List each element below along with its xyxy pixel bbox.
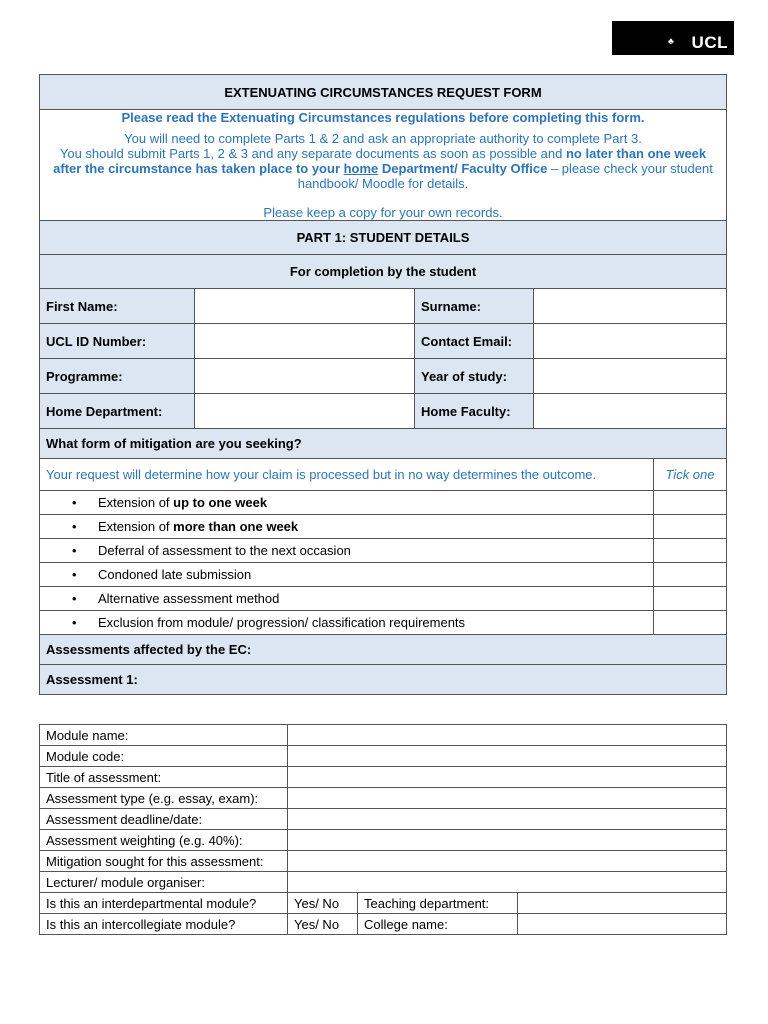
home-department-input[interactable] (195, 394, 415, 429)
bullet-icon: • (72, 615, 77, 630)
assessment-row-label: Assessment type (e.g. essay, exam): (40, 788, 288, 809)
intercollegiate-label: Is this an intercollegiate module? (40, 914, 288, 935)
year-of-study-input[interactable] (534, 359, 727, 394)
assessment-row-label: Assessment weighting (e.g. 40%): (40, 830, 288, 851)
assessment-row-label: Module name: (40, 725, 288, 746)
bullet-icon: • (72, 543, 77, 558)
intro-line-3: You should submit Parts 1, 2 & 3 and any separate documents as soon as possible and no later than one week after the circumstance has taken place to your home Department/ Faculty Office – please check your student handbook/ Moodle for details. (53, 146, 713, 191)
part1-subtitle: For completion by the student (40, 255, 727, 289)
assessment-row-input[interactable] (288, 851, 727, 872)
intro-line-2: You will need to complete Parts 1 & 2 and ask an appropriate authority to complete Part 3. (124, 131, 642, 146)
assessment-row-input[interactable] (288, 767, 727, 788)
teaching-department-label: Teaching department: (358, 893, 518, 914)
mitigation-option: • Condoned late submission (40, 563, 654, 587)
mitigation-tick-box[interactable] (654, 587, 727, 611)
intro-line-1: Please read the Extenuating Circumstances regulations before completing this form. (121, 110, 645, 125)
home-faculty-input[interactable] (534, 394, 727, 429)
assessment-1-heading: Assessment 1: (40, 665, 727, 695)
assessment-row-label: Module code: (40, 746, 288, 767)
mitigation-option: • Alternative assessment method (40, 587, 654, 611)
assessment-row-label: Title of assessment: (40, 767, 288, 788)
assessment-row-input[interactable] (288, 809, 727, 830)
first-name-label: First Name: (40, 289, 195, 324)
assessment-row-input[interactable] (288, 725, 727, 746)
college-name-input[interactable] (518, 914, 727, 935)
mitigation-tick-box[interactable] (654, 515, 727, 539)
ucl-id-input[interactable] (195, 324, 415, 359)
intro-text (40, 110, 727, 221)
bullet-icon: • (72, 591, 77, 606)
mitigation-option: • Extension of up to one week (40, 491, 654, 515)
surname-input[interactable] (534, 289, 727, 324)
mitigation-option: • Extension of more than one week (40, 515, 654, 539)
interdepartmental-answer[interactable]: Yes/ No (288, 893, 358, 914)
assessment-row-label: Mitigation sought for this assessment: (40, 851, 288, 872)
mitigation-option: • Exclusion from module/ progression/ classification requirements (40, 611, 654, 635)
assessment-1-table (39, 724, 727, 935)
bullet-icon: • (72, 567, 77, 582)
mitigation-tick-box[interactable] (654, 611, 727, 635)
assessment-row-label: Lecturer/ module organiser: (40, 872, 288, 893)
interdepartmental-label: Is this an interdepartmental module? (40, 893, 288, 914)
mitigation-note: Your request will determine how your claim is processed but in no way determines the outcome. (40, 459, 654, 491)
intro-line-4: Please keep a copy for your own records. (263, 205, 503, 220)
assessment-row-input[interactable] (288, 746, 727, 767)
surname-label: Surname: (415, 289, 534, 324)
assessment-row-input[interactable] (288, 872, 727, 893)
assessment-row-label: Assessment deadline/date: (40, 809, 288, 830)
contact-email-label: Contact Email: (415, 324, 534, 359)
logo-text: UCL (691, 33, 728, 52)
bullet-icon: • (72, 495, 77, 510)
programme-label: Programme: (40, 359, 195, 394)
assessment-row-input[interactable] (288, 788, 727, 809)
ucl-logo (612, 21, 734, 55)
assessments-heading: Assessments affected by the EC: (40, 635, 727, 665)
tick-one-header: Tick one (654, 459, 727, 491)
programme-input[interactable] (195, 359, 415, 394)
mitigation-tick-box[interactable] (654, 563, 727, 587)
contact-email-input[interactable] (534, 324, 727, 359)
form-title: EXTENUATING CIRCUMSTANCES REQUEST FORM (40, 75, 727, 110)
home-faculty-label: Home Faculty: (415, 394, 534, 429)
intercollegiate-answer[interactable]: Yes/ No (288, 914, 358, 935)
request-form-table (39, 74, 727, 695)
crest-icon: ♣ (668, 36, 674, 46)
college-name-label: College name: (358, 914, 518, 935)
mitigation-option: • Deferral of assessment to the next occasion (40, 539, 654, 563)
home-department-label: Home Department: (40, 394, 195, 429)
assessment-row-input[interactable] (288, 830, 727, 851)
year-of-study-label: Year of study: (415, 359, 534, 394)
ucl-id-label: UCL ID Number: (40, 324, 195, 359)
part1-title: PART 1: STUDENT DETAILS (40, 221, 727, 255)
bullet-icon: • (72, 519, 77, 534)
first-name-input[interactable] (195, 289, 415, 324)
mitigation-tick-box[interactable] (654, 491, 727, 515)
teaching-department-input[interactable] (518, 893, 727, 914)
mitigation-question: What form of mitigation are you seeking? (40, 429, 727, 459)
mitigation-tick-box[interactable] (654, 539, 727, 563)
